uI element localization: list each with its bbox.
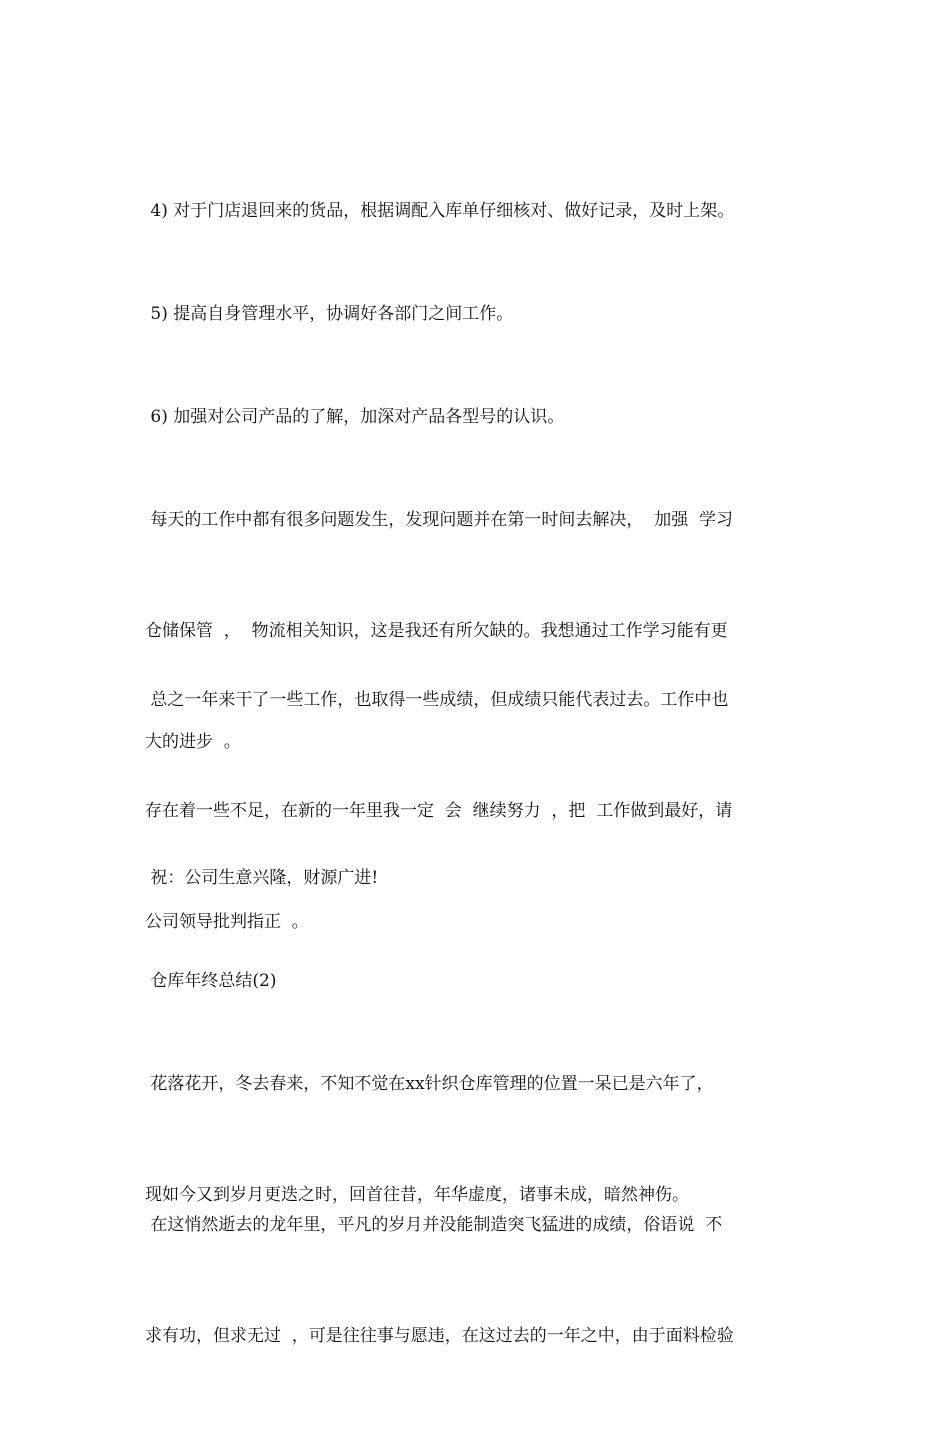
text-line: 大的进步 。 (145, 732, 241, 752)
text-line: 公司领导批判指正 。 (145, 912, 309, 932)
text-line: 在这悄然逝去的龙年里，平凡的岁月并没能制造突飞猛进的成绩，俗语说 不 (145, 1215, 723, 1235)
text-line: 仓库年终总结(2) (145, 971, 277, 991)
text-line: 存在着一些不足，在新的一年里我一定 会 继续努力 ，把 工作做到最好，请 (145, 801, 733, 821)
text-line: 4) 对于门店退回来的货品，根据调配入库单仔细核对、做好记录，及时上架。 (145, 201, 735, 221)
text-line: 6) 加强对公司产品的了解，加深对产品各型号的认识。 (145, 407, 565, 427)
text-line: 现如今又到岁月更迭之时，回首往昔，年华虚度，诸事未成，暗然神伤。 (145, 1185, 689, 1205)
paragraph-dragon-year (145, 1133, 815, 1429)
text-line: 5) 提高自身管理水平，协调好各部门之间工作。 (145, 304, 514, 324)
text-line: 每天的工作中都有很多问题发生，发现问题并在第一时间去解决， 加强 学习 (145, 510, 734, 530)
text-line: 仓储保管 ， 物流相关知识，这是我还有所欠缺的。我想通过工作学习能有更 (145, 621, 728, 641)
text-line: 求有功，但求无过 ，可是往往事与愿违，在这过去的一年之中，由于面料检验 (145, 1326, 734, 1346)
text-line: 总之一年来干了一些工作，也取得一些成绩，但成绩只能代表过去。工作中也 (145, 690, 729, 710)
text-line: 花落花开，冬去春来，不知不觉在xx针织仓库管理的位置一呆已是六年了， (145, 1074, 714, 1094)
text-line: 祝：公司生意兴隆，财源广进! (145, 868, 379, 888)
